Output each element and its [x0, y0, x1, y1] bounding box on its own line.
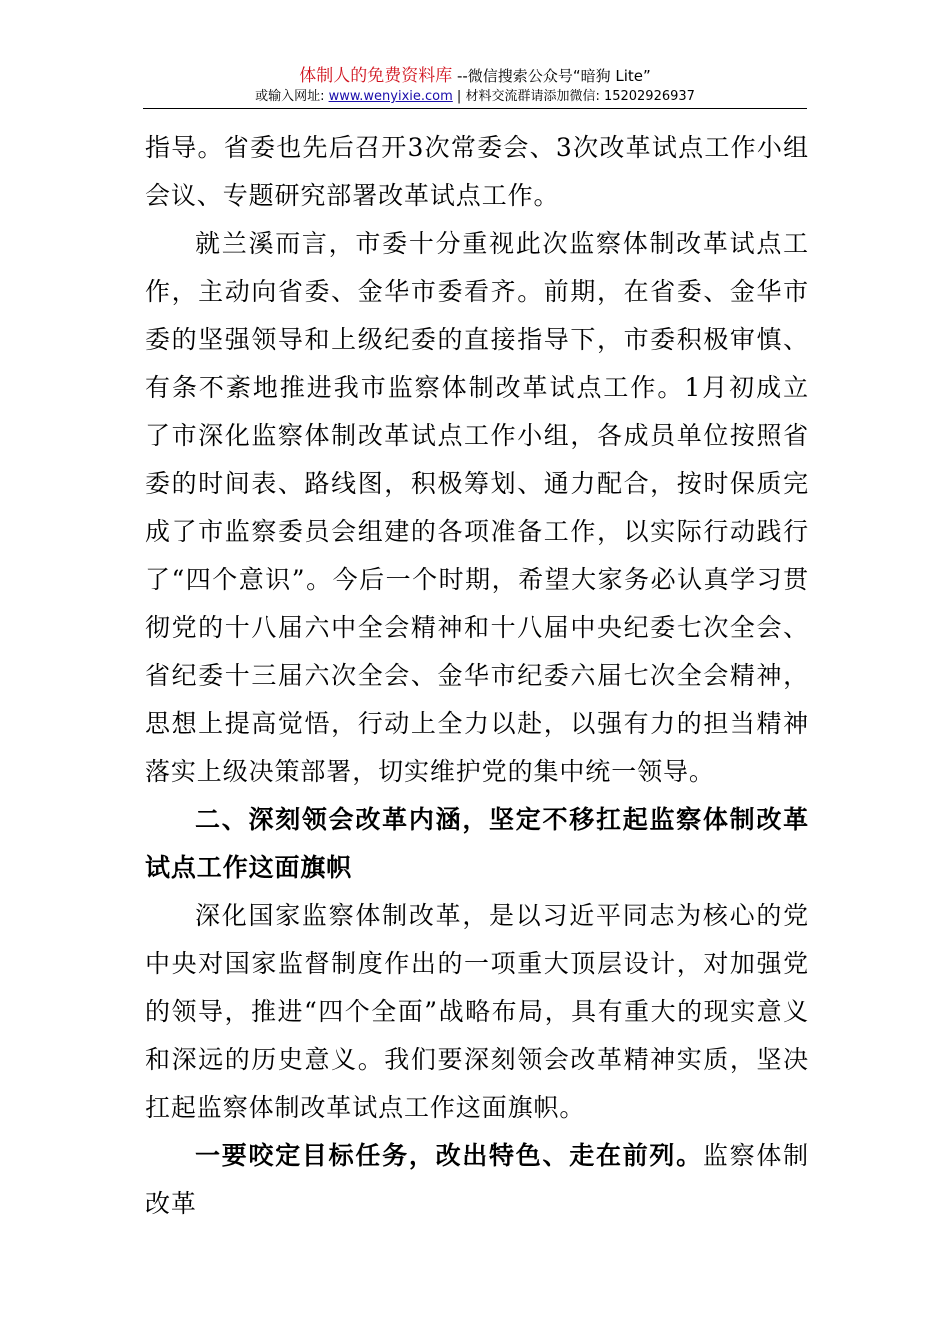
paragraph-3: 深化国家监察体制改革，是以习近平同志为核心的党中央对国家监督制度作出的一项重大顶层设计，对加强党的领导，推进“四个全面”战略布局，具有重大的现实意义和深远的历史意义。我们要深刻领会改革精神实质，坚决扛起监察体制改革试点工作这面旗帜。 [145, 901, 809, 1122]
header-contact: | 材料交流群请添加微信: 15202926937 [452, 89, 695, 104]
paragraph-4-text: 监察体制改革 [145, 1141, 809, 1218]
header-url-link[interactable]: www.wenyixie.com [328, 89, 453, 104]
header-contact-line [0, 88, 950, 106]
section-heading-2: 二、深刻领会改革内涵，坚定不移扛起监察体制改革试点工作这面旗帜 [145, 805, 809, 882]
header-tagline: --微信搜索公众号“暗狗 Lite” [452, 67, 651, 85]
header-divider [143, 108, 807, 109]
paragraph-2: 就兰溪而言，市委十分重视此次监察体制改革试点工作，主动向省委、金华市委看齐。前期，在省委、金华市委的坚强领导和上级纪委的直接指导下，市委积极审慎、有条不紊地推进我市监察体制改革试点工作。1月初成立了市深化监察体制改革试点工作小组，各成员单位按照省委的时间表、路线图，积极筹划、通力配合，按时保质完成了市监察委员会组建的各项准备工作，以实际行动践行了“四个意识”。今后一个时期，希望大家务必认真学习贯彻党的十八届六中全会精神和十八届中央纪委七次全会、省纪委十三届六次全会、金华市纪委六届七次全会精神，思想上提高觉悟，行动上全力以赴，以强有力的担当精神落实上级决策部署，切实维护党的集中统一领导。 [145, 229, 809, 786]
paragraph-4-lead: 一要咬定目标任务，改出特色、走在前列。 [195, 1141, 703, 1170]
header-url-prefix: 或输入网址: [255, 89, 329, 104]
page-header [0, 0, 950, 110]
paragraph-4 [145, 1132, 809, 1228]
header-brand: 体制人的免费资料库 [299, 66, 453, 86]
header-title-line [0, 66, 950, 86]
paragraph-1: 指导。省委也先后召开3次常委会、3次改革试点工作小组会议、专题研究部署改革试点工作。 [145, 133, 809, 210]
document-body [145, 124, 809, 1228]
